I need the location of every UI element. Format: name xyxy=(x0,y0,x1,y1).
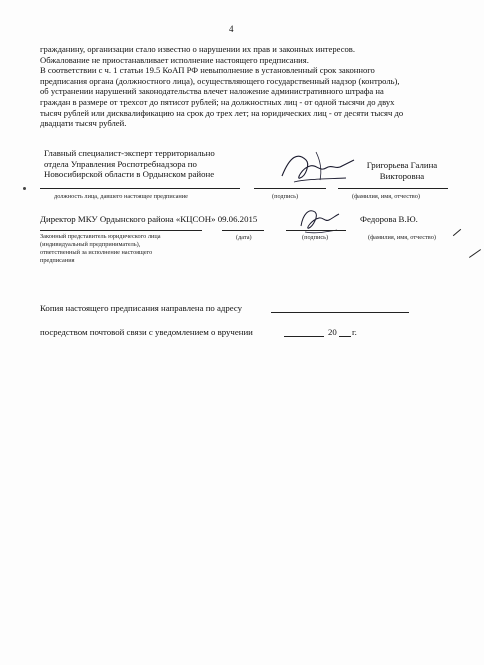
year-suffix: г. xyxy=(352,327,357,337)
issuer-name-line: Викторовна xyxy=(379,170,425,181)
date-underline xyxy=(222,230,264,231)
caption-date: (дата) xyxy=(236,234,252,241)
caption-name: (фамилия, имя, отчество) xyxy=(352,193,420,200)
body-line: об устранении нарушений законодательства влечет наложение административного штрафа на xyxy=(40,86,384,97)
stray-mark xyxy=(453,229,461,236)
caption-signature: (подпись) xyxy=(272,193,299,200)
caption-signature: (подпись) xyxy=(302,234,329,241)
body-line: гражданину, организации стало известно о нарушении их прав и законных интересов. xyxy=(40,44,356,54)
recipient-caption-line: (индивидуальный предприниматель), xyxy=(40,241,141,248)
year-prefix: 20 xyxy=(328,327,337,337)
year-underline xyxy=(339,336,351,337)
stray-mark xyxy=(469,249,481,258)
issuer-name xyxy=(357,160,447,181)
body-line: предписания органа (должностного лица), осуществляющего государственный надзор (контроль), xyxy=(40,75,400,86)
issuer-signature xyxy=(276,146,356,192)
caption-position: должность лица, давшего настоящее предписание xyxy=(54,193,188,200)
body-line: Обжалование не приостанавливает исполнение настоящего предписания. xyxy=(40,54,309,65)
body-paragraph xyxy=(40,44,460,129)
page-number: 4 xyxy=(229,24,234,34)
recipient-caption-line: Законный представитель юридического лица xyxy=(40,233,161,240)
issuer-position-line: Главный специалист-эксперт территориально xyxy=(44,148,215,158)
recipient-signature-underline xyxy=(286,230,346,231)
issuer-name-line: Григорьева Галина xyxy=(366,160,438,170)
recipient-name: Федорова В.Ю. xyxy=(360,214,418,224)
recipient-caption-line: предписания xyxy=(40,257,75,264)
issuer-name-underline xyxy=(338,188,448,189)
body-line: граждан в размере от трехсот до пятисот рублей; на должностных лиц - от одной тысячи до двух xyxy=(40,96,395,107)
copy-line-post: посредством почтовой связи с уведомлением о вручении xyxy=(40,327,253,337)
issuer-position xyxy=(44,148,215,180)
issuer-position-underline xyxy=(40,188,240,189)
recipient-caption xyxy=(40,233,161,265)
issuer-position-line: Новосибирской области в Ордынском районе xyxy=(44,169,215,180)
date-underline xyxy=(284,336,324,337)
scan-speck xyxy=(23,187,26,190)
caption-name: (фамилия, имя, отчество) xyxy=(368,234,436,241)
address-underline xyxy=(271,312,409,313)
body-line: В соответствии с ч. 1 статьи 19.5 КоАП РФ невыполнение в установленный срок законного xyxy=(40,65,375,76)
issuer-signature-underline xyxy=(254,188,326,189)
body-line: тысяч рублей или дисквалификацию на срок до трех лет; на юридических лиц - от десяти тысяч до xyxy=(40,107,404,118)
copy-line-address: Копия настоящего предписания направлена по адресу xyxy=(40,303,243,313)
issuer-position-line: отдела Управления Роспотребнадзора по xyxy=(44,158,197,169)
recipient-line: Директор МКУ Ордынского района «КЦСОН» 09.06.2015 xyxy=(40,214,258,224)
recipient-underline xyxy=(40,230,202,231)
body-line: двадцати тысяч рублей. xyxy=(40,118,127,129)
recipient-caption-line: ответственный за исполнение настоящего xyxy=(40,249,153,256)
